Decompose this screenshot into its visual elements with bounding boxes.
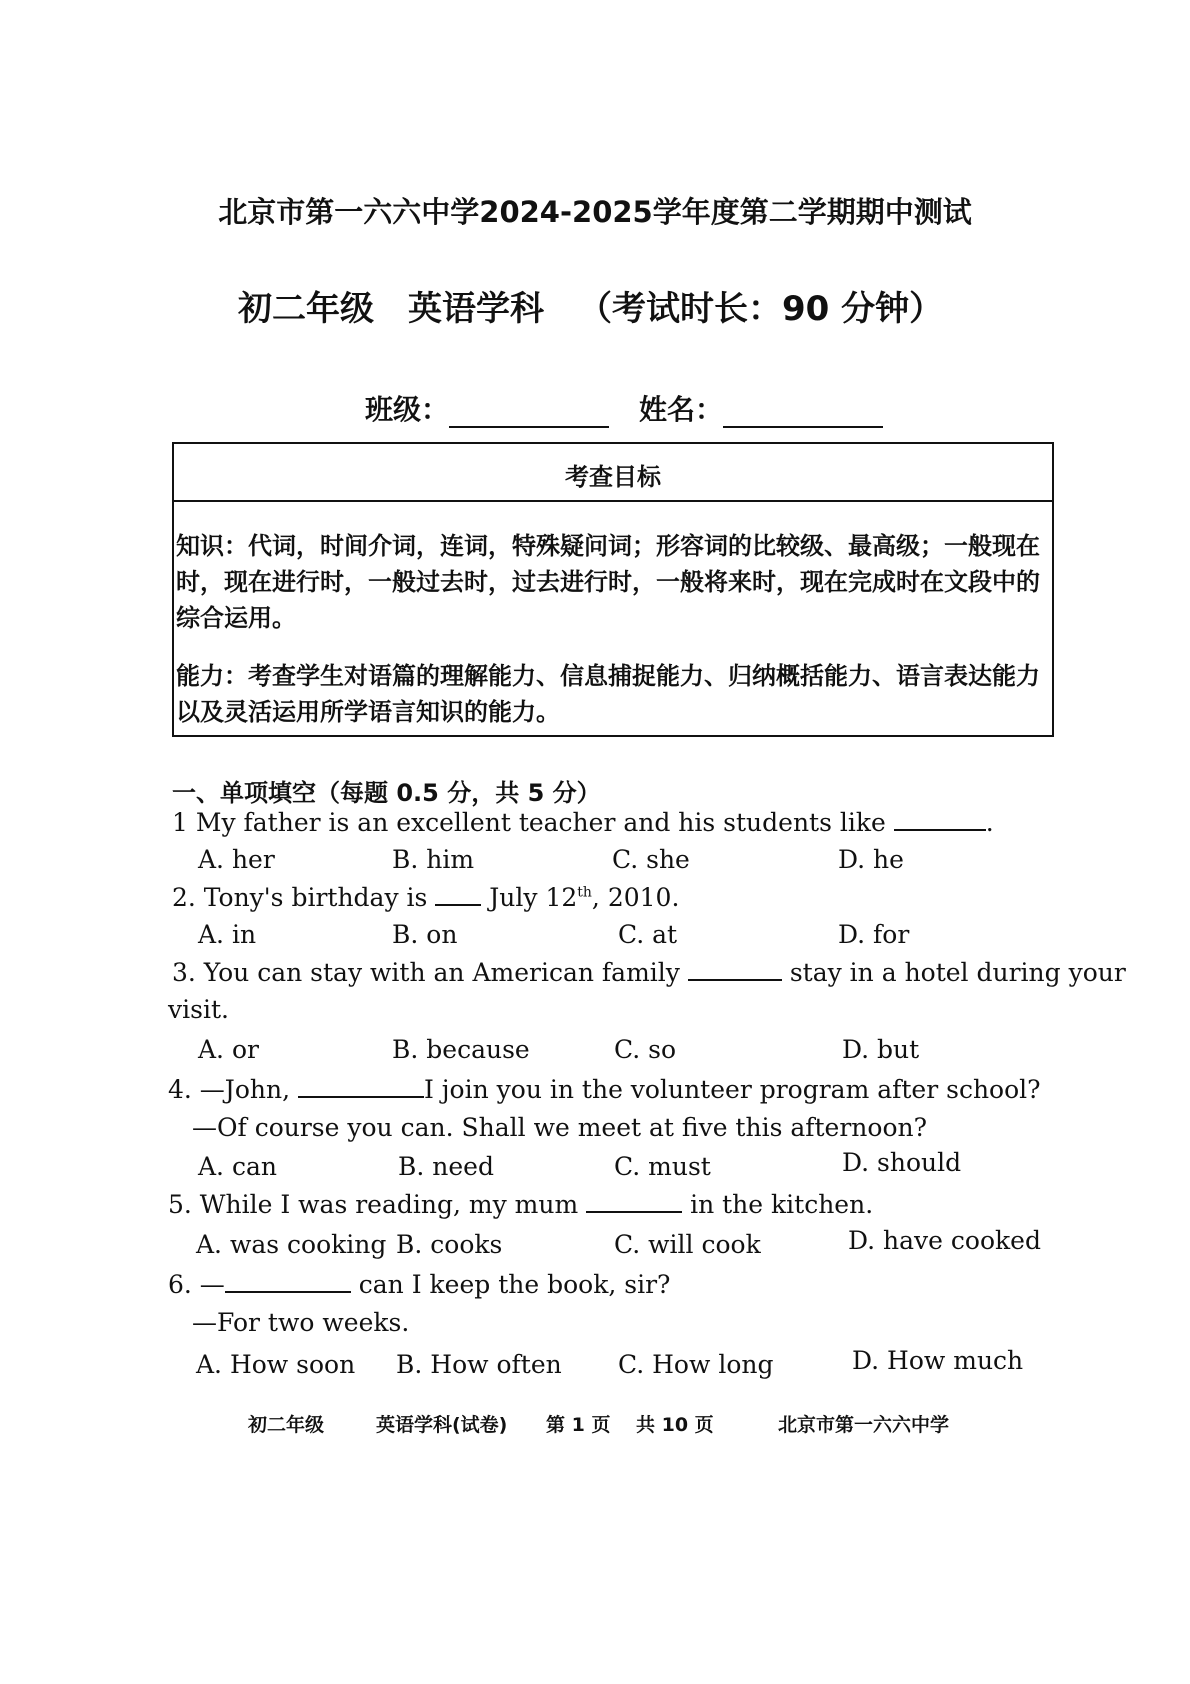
question-text: 6. —: [168, 1270, 225, 1299]
question-text-end: can I keep the book, sir?: [350, 1270, 671, 1299]
option-b[interactable]: B. How often: [396, 1350, 562, 1379]
question-text: 2. Tony's birthday is: [172, 883, 428, 912]
question-text: 1 My father is an excellent teacher and his students like: [172, 808, 886, 837]
section-title: 一、单项填空（每题 0.5 分，共 5 分）: [172, 779, 601, 807]
answer-blank[interactable]: [298, 1076, 424, 1098]
question-5: [168, 1190, 873, 1219]
objectives-heading: 考查目标: [174, 444, 1052, 502]
class-blank[interactable]: [449, 398, 609, 428]
question-text: 3. You can stay with an American family: [172, 958, 680, 987]
answer-blank[interactable]: [586, 1191, 682, 1213]
exam-title: 北京市第一六六中学2024-2025学年度第二学期期中测试: [218, 195, 972, 229]
question-4-reply: —Of course you can. Shall we meet at five this afternoon?: [192, 1113, 928, 1142]
option-d[interactable]: D. but: [842, 1035, 920, 1064]
question-text-end: I join you in the volunteer program after school?: [423, 1075, 1041, 1104]
student-info: [365, 388, 883, 428]
answer-blank[interactable]: [435, 884, 481, 906]
subject-label: 英语学科: [408, 289, 544, 329]
answer-blank[interactable]: [894, 809, 986, 831]
question-text-mid: July 12: [481, 883, 578, 912]
option-b[interactable]: B. because: [392, 1035, 530, 1064]
option-c[interactable]: C. must: [614, 1152, 711, 1181]
question-1: [172, 808, 994, 837]
footer-page: 第 1 页: [546, 1414, 611, 1436]
question-6-reply: —For two weeks.: [192, 1308, 410, 1337]
name-label: 姓名：: [639, 393, 724, 426]
option-b[interactable]: B. him: [392, 845, 475, 874]
option-d[interactable]: D. for: [838, 920, 910, 949]
option-b[interactable]: B. cooks: [396, 1230, 503, 1259]
option-a[interactable]: A. or: [198, 1035, 259, 1064]
class-label: 班级：: [365, 393, 450, 426]
duration-label: （考试时长：90 分钟）: [578, 289, 944, 329]
option-c[interactable]: C. How long: [618, 1350, 774, 1379]
question-2: [172, 883, 679, 912]
option-d[interactable]: D. should: [842, 1148, 962, 1177]
question-4: [168, 1075, 1041, 1104]
ordinal-suffix: th: [577, 884, 592, 901]
option-a[interactable]: A. can: [198, 1152, 277, 1181]
footer-subject: 英语学科(试卷): [376, 1414, 508, 1436]
question-text-end: , 2010.: [591, 883, 680, 912]
option-c[interactable]: C. at: [618, 920, 678, 949]
option-b[interactable]: B. on: [392, 920, 458, 949]
question-text-end: .: [985, 808, 994, 837]
option-d[interactable]: D. How much: [852, 1346, 1024, 1375]
exam-subtitle: [238, 281, 943, 330]
option-c[interactable]: C. will cook: [614, 1230, 761, 1259]
answer-blank[interactable]: [688, 959, 782, 981]
option-b[interactable]: B. need: [398, 1152, 494, 1181]
option-d[interactable]: D. have cooked: [848, 1226, 1041, 1255]
question-3: [172, 958, 1126, 987]
question-3-continued: visit.: [168, 995, 229, 1024]
option-a[interactable]: A. How soon: [196, 1350, 356, 1379]
option-a[interactable]: A. was cooking: [196, 1230, 387, 1259]
option-a[interactable]: A. her: [198, 845, 275, 874]
option-a[interactable]: A. in: [198, 920, 257, 949]
footer-total: 共 10 页: [636, 1414, 714, 1436]
question-text: 4. —John,: [168, 1075, 291, 1104]
question-text-end: stay in a hotel during your: [781, 958, 1126, 987]
question-text: 5. While I was reading, my mum: [168, 1190, 579, 1219]
objectives-knowledge: 知识：代词，时间介词，连词，特殊疑问词；形容词的比较级、最高级；一般现在时，现在进行时，一般过去时，过去进行时，一般将来时，现在完成时在文段中的综合运用。: [176, 532, 1040, 632]
option-c[interactable]: C. so: [614, 1035, 677, 1064]
option-d[interactable]: D. he: [838, 845, 904, 874]
question-6: [168, 1270, 670, 1299]
footer-grade: 初二年级: [248, 1414, 325, 1436]
option-c[interactable]: C. she: [612, 845, 690, 874]
footer-school: 北京市第一六六中学: [778, 1414, 950, 1436]
objectives-ability: 能力：考查学生对语篇的理解能力、信息捕捉能力、归纳概括能力、语言表达能力以及灵活运用所学语言知识的能力。: [176, 662, 1040, 726]
answer-blank[interactable]: [225, 1271, 351, 1293]
question-text-end: in the kitchen.: [682, 1190, 874, 1219]
name-blank[interactable]: [723, 398, 883, 428]
objectives-box: [172, 442, 1054, 737]
grade-label: 初二年级: [238, 289, 374, 329]
